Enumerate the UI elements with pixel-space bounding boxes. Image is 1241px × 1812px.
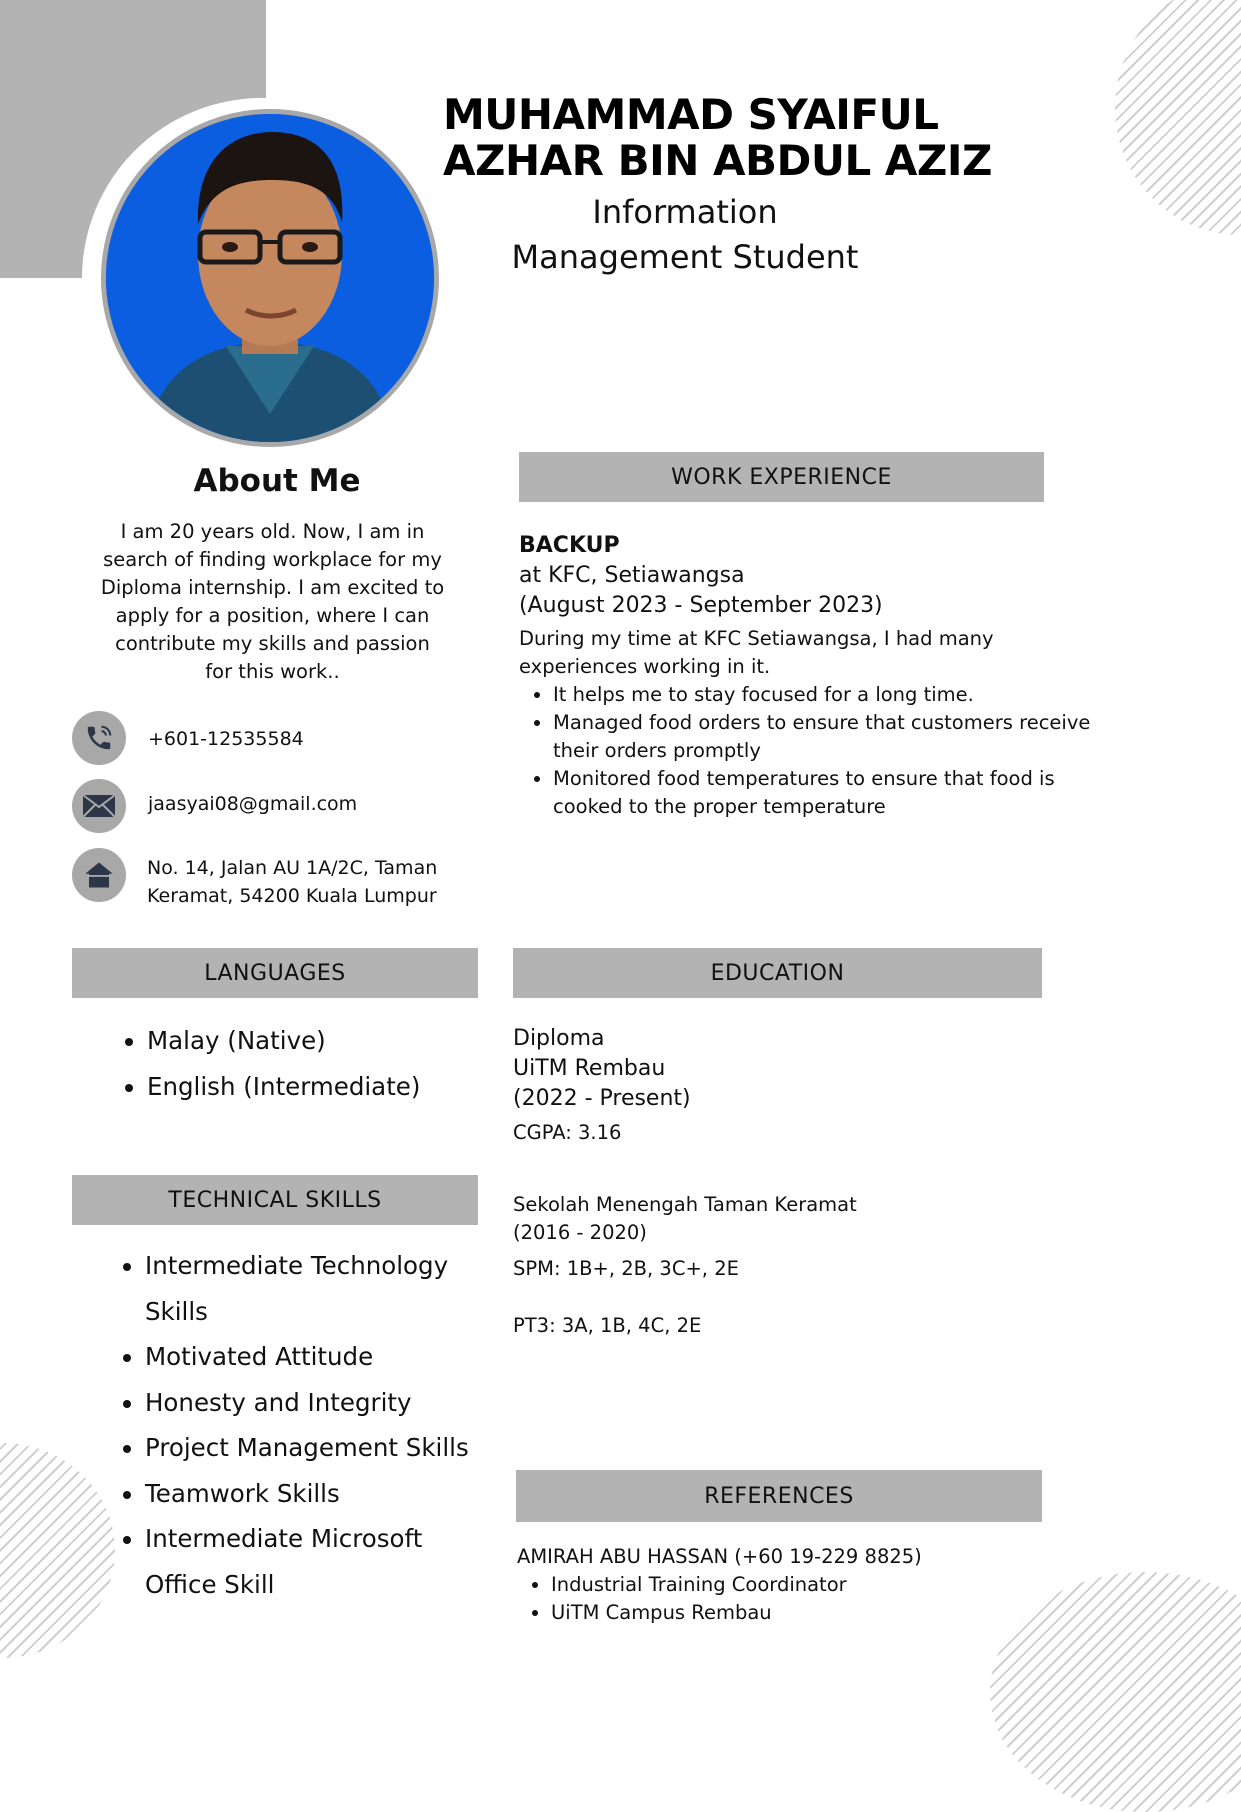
home-glyph [84,860,114,890]
phone-number: +601-12535584 [148,728,304,750]
list-item: • Managed food orders to ensure that customers receive their orders promptly [553,709,1109,765]
work-company: at KFC, Setiawangsa [519,563,745,588]
work-bullet-list [519,681,1109,821]
list-item: • Monitored food temperatures to ensure that food is cooked to the proper temperature [553,765,1109,821]
home-address [147,854,437,910]
list-item: • Intermediate Microsoft Office Skill [145,1516,475,1607]
list-item: • Malay (Native) [147,1018,527,1064]
education-cgpa: CGPA: 3.16 [513,1121,622,1144]
address-line-1: No. 14, Jalan AU 1A/2C, Taman [147,857,438,879]
work-experience-header: WORK EXPERIENCE [519,452,1044,502]
education-secondary-school: Sekolah Menengah Taman Keramat [513,1193,857,1216]
list-item: • Honesty and Integrity [145,1380,475,1426]
education-spm: SPM: 1B+, 2B, 3C+, 2E [513,1257,739,1280]
envelope-glyph [82,794,116,818]
list-item: • UiTM Campus Rembau [551,1599,1077,1627]
languages-header: LANGUAGES [72,948,478,998]
education-pt3: PT3: 3A, 1B, 4C, 2E [513,1314,702,1337]
role-line-1: Information [592,193,778,231]
about-text: I am 20 years old. Now, I am in search of finding workplace for my Diploma internship. I am excited to apply for a position, where I can contribute my skills and passion for this work.. [100,520,445,683]
home-icon [72,848,126,902]
education-secondary-period: (2016 - 2020) [513,1221,647,1244]
education-entry-diploma [513,1024,1073,1147]
education-diploma-school: UiTM Rembau [513,1056,666,1081]
reference-entry [517,1543,1077,1627]
list-item: • Intermediate Technology Skills [145,1243,475,1334]
education-header: EDUCATION [513,948,1042,998]
education-entry-secondary [513,1191,1073,1340]
about-title: About Me [193,463,361,499]
phone-icon [72,711,126,765]
list-item: • Motivated Attitude [145,1334,475,1380]
name-line-1: MUHAMMAD SYAIFUL [443,90,939,139]
list-item: • Industrial Training Coordinator [551,1571,1077,1599]
list-item: • English (Intermediate) [147,1064,527,1110]
candidate-name [443,92,1003,184]
languages-list [105,1018,527,1110]
email-address: jaasyai08@gmail.com [148,793,358,815]
list-item: • It helps me to stay focused for a long time. [553,681,1109,709]
list-item: • Project Management Skills [145,1425,475,1471]
education-diploma-period: (2022 - Present) [513,1086,691,1111]
address-line-2: Keramat, 54200 Kuala Lumpur [147,885,437,907]
references-header: REFERENCES [516,1470,1042,1522]
phone-glyph [84,723,114,753]
profile-photo [101,109,439,447]
technical-skills-list [105,1243,475,1607]
work-experience-entry [519,531,1109,821]
education-diploma: Diploma [513,1026,605,1051]
decorative-hatch-circle-top-right [1115,0,1241,235]
name-line-2: AZHAR BIN ABDUL AZIZ [443,136,992,185]
work-summary: During my time at KFC Setiawangsa, I had many experiences working in it. [519,627,994,678]
technical-skills-header: TECHNICAL SKILLS [72,1175,478,1225]
decorative-hatch-circle-bottom-left [0,1443,115,1658]
work-position: BACKUP [519,533,620,558]
portrait-illustration [106,114,434,442]
list-item: • Teamwork Skills [145,1471,475,1517]
envelope-icon [72,779,126,833]
reference-person: AMIRAH ABU HASSAN (+60 19-229 8825) [517,1545,922,1568]
role-line-2: Management Student [511,238,859,276]
candidate-role [470,190,900,280]
work-period: (August 2023 - September 2023) [519,593,883,618]
reference-bullet-list [517,1571,1077,1627]
